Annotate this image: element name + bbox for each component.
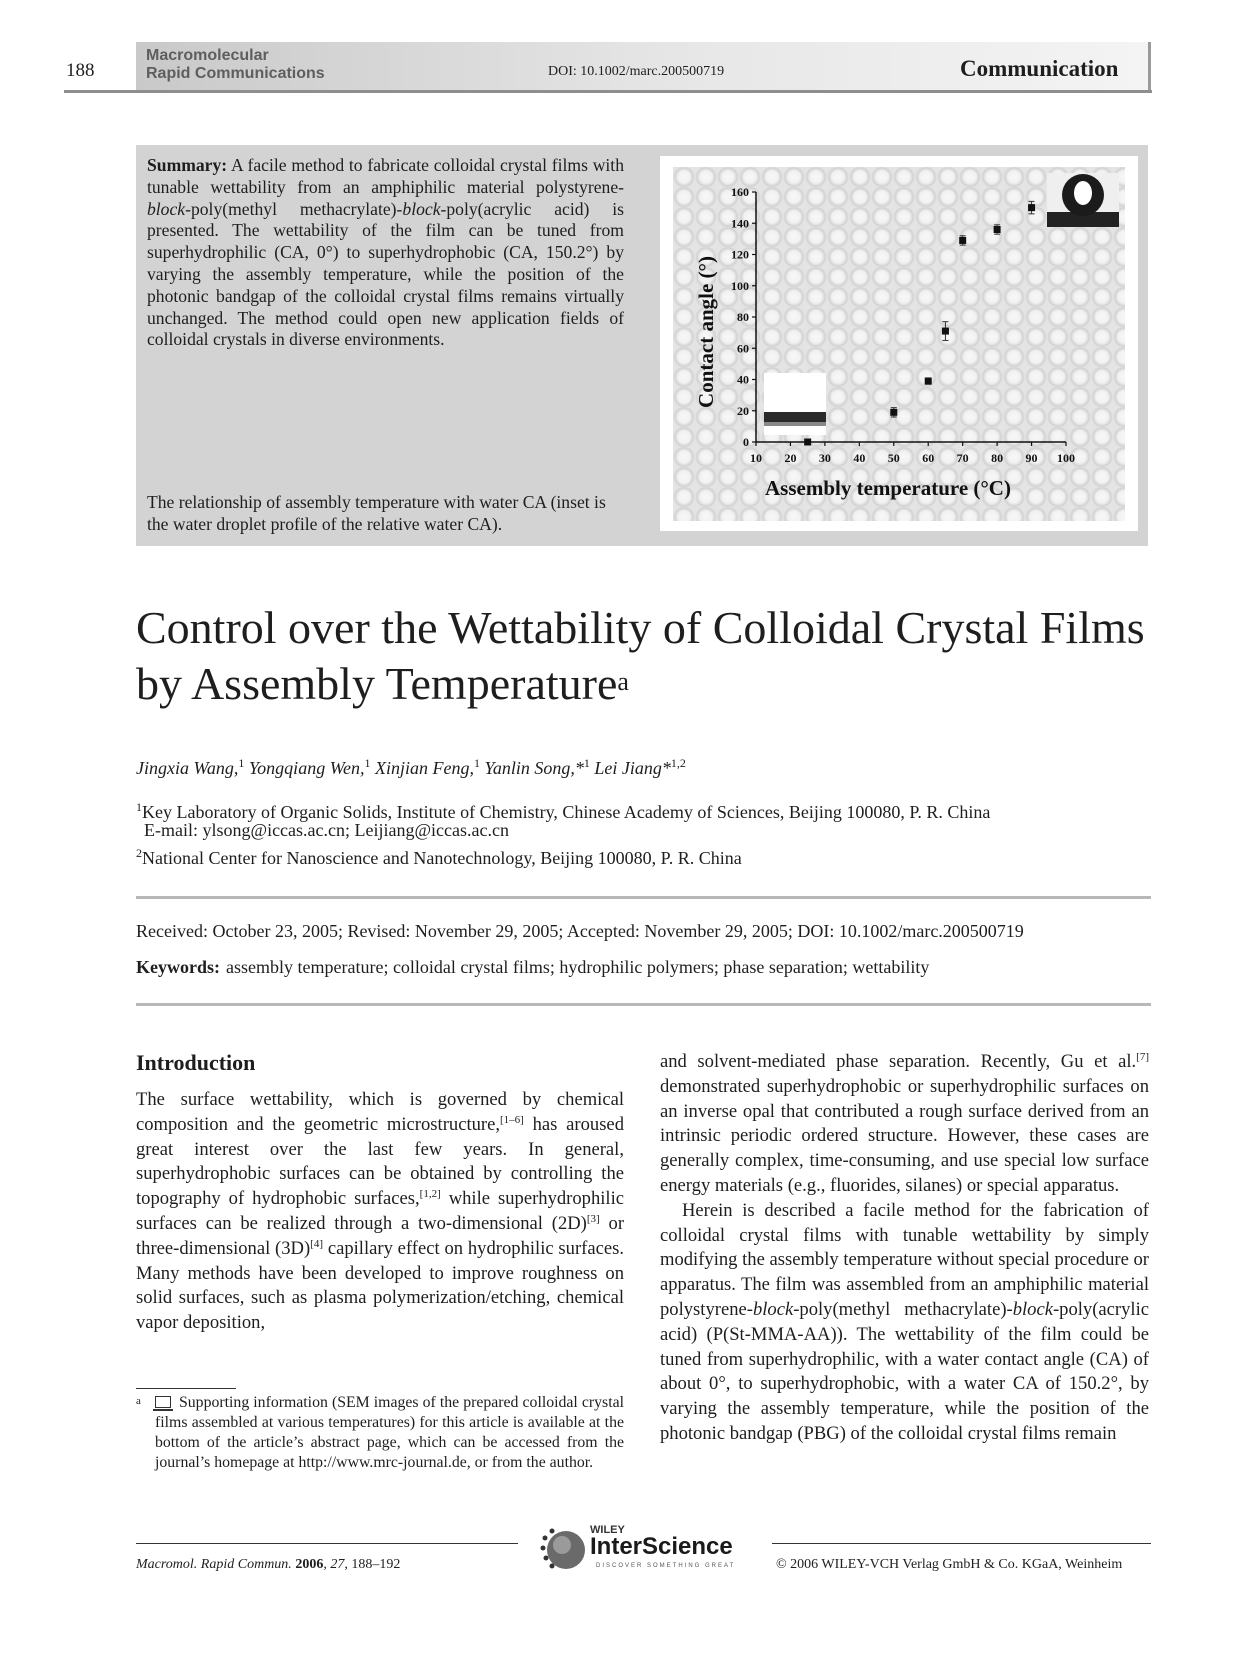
x-tick-label: 10 xyxy=(750,451,762,465)
y-tick-label: 20 xyxy=(737,403,749,418)
x-tick-label: 90 xyxy=(1025,451,1038,465)
figure-caption: The relationship of assembly temperature with water CA (inset is the water droplet profile of the relative water CA). xyxy=(147,492,606,534)
title-footnote-mark: a xyxy=(617,667,629,696)
header-rule xyxy=(64,90,1152,93)
keywords-label: Keywords: xyxy=(136,957,220,977)
affiliation-1: $^1$Key Laboratory of Organic Solids, Institute of Chemistry, Chinese Academy of Sciences, Beijing 100080, P. R. China xyxy=(136,800,991,822)
keywords: Keywords: assembly temperature; colloidal crystal films; hydrophilic polymers; phase separation; wettability xyxy=(136,957,930,977)
logo-tagline: DISCOVER SOMETHING GREAT xyxy=(596,1563,736,1569)
y-tick-label: 40 xyxy=(737,372,749,387)
header-edge xyxy=(1148,42,1151,92)
y-tick-label: 0 xyxy=(743,435,749,449)
header-doi: DOI: 10.1002/marc.200500719 xyxy=(548,64,725,79)
x-tick-label: 70 xyxy=(956,451,969,465)
x-tick-label: 20 xyxy=(784,451,797,465)
x-tick-label: 100 xyxy=(1057,451,1075,465)
page-number: 188 xyxy=(66,60,95,81)
author-email: E-mail: ylsong@iccas.ac.cn; Leijiang@iccas.ac.cn xyxy=(144,820,510,840)
body-column-right: and solvent-mediated phase separation. Recently, Gu et al.[7] demonstrated superhydrophobic or superhydrophilic surfaces on an inverse opal that contributed a rough surface derived from an intrinsic periodic ordered structure. However, these cases are generally complex, time-consuming, and use special low surface energy materials (e.g., fluorides, silanes) or special apparatus. Herein is described a facile method for the fabrication of colloidal crystal films with tunable wettability by simply modifying the assembly temperature without special procedure or apparatus. The film was assembled from an amphiphilic material polystyrene-block-poly(methyl methacrylate)-block-poly(acrylic acid) (P(St-MMA-AA)). The wettability of the film could be tuned from superhydrophilic, with a water contact angle (CA) of about 0°, to superhydrophobic, with a water CA of 150.2°, by varying the assembly temperature, while the position of the photonic bandgap (PBG) of the colloidal crystal films remain xyxy=(660,1050,1149,1444)
y-tick-label: 120 xyxy=(731,247,749,262)
footnote: a Supporting information (SEM images of the prepared colloidal crystal films assembled at various temperatures) for this article is available at the bottom of the article’s abstract page, which can be accessed from the journal’s homepage at http://www.mrc-journal.de, or from the author. xyxy=(136,1393,624,1473)
colloidal-crystal-background xyxy=(673,167,1125,521)
article-title: Control over the Wettability of Colloidal Crystal Films by Assembly Temperature$^a$ xyxy=(136,602,1145,709)
summary-text: Summary: A facile method to fabricate colloidal crystal films with tunable wettability from an amphiphilic material polystyrene-block-poly(methyl methacrylate)-block-poly(acrylic acid) is presented. The wettability of the film can be tuned from superhydrophilic (CA, 0°) to superhydrophobic (CA, 150.2°) by varying the assembly temperature, while the position of the photonic bandgap of the colloidal crystal films remains virtually unchanged. The method could open new application fields of colloidal crystals in diverse environments. xyxy=(147,155,624,350)
interscience-logo-icon xyxy=(540,1524,590,1574)
divider-bottom xyxy=(136,1003,1151,1006)
footer-copyright: © 2006 WILEY-VCH Verlag GmbH & Co. KGaA, Weinheim xyxy=(776,1557,1123,1572)
footnote-mark: a xyxy=(136,1395,141,1407)
section-heading-introduction: Introduction xyxy=(136,1050,256,1075)
x-tick-label: 40 xyxy=(853,451,866,465)
x-tick-label: 50 xyxy=(887,451,900,465)
body-column-left: The surface wettability, which is governed by chemical composition and the geometric microstructure,[1–6] has aroused great interest over the last few years. In general, superhydrophobic surfaces can be obtained by controlling the topography of hydrophobic surfaces,[1,2] while superhydrophilic surfaces can be realized through a two-dimensional (2D)[3] or three-dimensional (3D)[4] capillary effect on hydrophilic surfaces. Many methods have been developed to improve roughness on solid surfaces, such as plasma polymerization/etching, chemical vapor deposition, xyxy=(136,1089,625,1334)
y-tick-label: 160 xyxy=(731,185,749,199)
x-tick-label: 60 xyxy=(922,451,935,465)
footer-citation: Macromol. Rapid Commun. 2006, 27, 188–192 xyxy=(136,1557,401,1572)
logo-interscience-text: InterScience xyxy=(590,1533,733,1560)
journal-name xyxy=(146,47,325,83)
article-dates: Received: October 23, 2005; Revised: November 29, 2005; Accepted: November 29, 2005; DOI: 10.1002/marc.200500719 xyxy=(136,921,1024,941)
y-axis-label: Contact angle (°) xyxy=(694,256,718,408)
footer-rule-left xyxy=(136,1543,518,1544)
x-tick-label: 80 xyxy=(991,451,1004,465)
y-tick-label: 60 xyxy=(737,341,749,356)
divider-top xyxy=(136,896,1151,899)
footer-rule-right xyxy=(772,1543,1151,1544)
x-axis-label: Assembly temperature (°C) xyxy=(765,476,1011,500)
computer-icon xyxy=(155,1396,171,1408)
footnote-rule xyxy=(136,1388,236,1389)
x-tick-label: 30 xyxy=(818,451,831,465)
journal-name-line2: Rapid Communications xyxy=(146,65,325,82)
author-list: Jingxia Wang,$^1$ Yongqiang Wen,$^1$ Xinjian Feng,$^1$ Yanlin Song,*$^1$ Lei Jiang*$^{1,2}$ xyxy=(136,756,686,778)
logo-wiley-text: WILEY xyxy=(590,1524,625,1536)
journal-name-line1: Macromolecular xyxy=(146,47,269,64)
section-label: Communication xyxy=(960,56,1119,81)
summary-label: Summary: xyxy=(147,155,228,175)
affiliation-2: $^2$National Center for Nanoscience and Nanotechnology, Beijing 100080, P. R. China xyxy=(136,846,742,868)
y-tick-label: 100 xyxy=(731,278,749,293)
y-tick-label: 140 xyxy=(731,216,749,231)
y-tick-label: 80 xyxy=(737,310,749,324)
